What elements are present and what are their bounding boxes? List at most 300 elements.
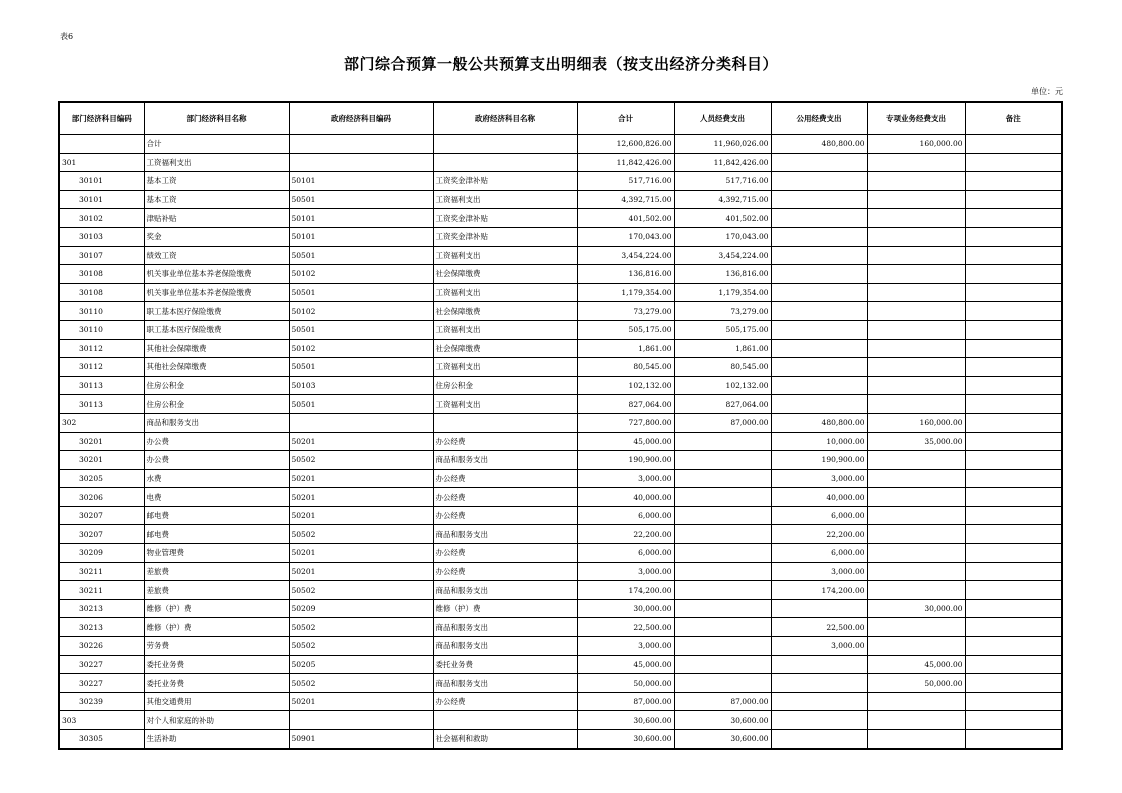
page-title: 部门综合预算一般公共预算支出明细表（按支出经济分类科目）	[343, 55, 778, 73]
cell-special	[867, 581, 965, 600]
cell-gov-code: 50101	[289, 209, 433, 228]
cell-personnel: 87,000.00	[674, 413, 771, 432]
cell-gov-name: 办公经费	[433, 506, 577, 525]
cell-dept-code: 30226	[59, 637, 144, 656]
cell-gov-code: 50502	[289, 637, 433, 656]
cell-gov-name: 商品和服务支出	[433, 451, 577, 470]
cell-note	[965, 413, 1062, 432]
cell-public	[771, 227, 867, 246]
cell-personnel: 11,960,026.00	[674, 135, 771, 154]
cell-personnel	[674, 655, 771, 674]
cell-special: 45,000.00	[867, 655, 965, 674]
cell-public	[771, 711, 867, 730]
cell-gov-name: 社会保障缴费	[433, 265, 577, 284]
header-special: 专项业务经费支出	[867, 102, 965, 135]
cell-public	[771, 376, 867, 395]
cell-special	[867, 358, 965, 377]
cell-dept-code: 30239	[59, 692, 144, 711]
cell-dept-name: 办公费	[144, 432, 289, 451]
cell-personnel: 827,064.00	[674, 395, 771, 414]
cell-gov-name	[433, 135, 577, 154]
cell-gov-name: 商品和服务支出	[433, 637, 577, 656]
cell-dept-code: 30108	[59, 283, 144, 302]
cell-special: 35,000.00	[867, 432, 965, 451]
cell-public: 10,000.00	[771, 432, 867, 451]
cell-personnel	[674, 525, 771, 544]
cell-personnel	[674, 544, 771, 563]
cell-gov-name: 商品和服务支出	[433, 674, 577, 693]
cell-special: 160,000.00	[867, 413, 965, 432]
cell-note	[965, 246, 1062, 265]
cell-gov-name: 商品和服务支出	[433, 618, 577, 637]
cell-personnel	[674, 562, 771, 581]
cell-dept-code: 30207	[59, 525, 144, 544]
cell-dept-name: 电费	[144, 488, 289, 507]
table-row	[59, 692, 1062, 711]
cell-dept-name: 办公费	[144, 451, 289, 470]
cell-public	[771, 395, 867, 414]
cell-total: 505,175.00	[577, 320, 674, 339]
cell-public	[771, 358, 867, 377]
table-row	[59, 358, 1062, 377]
cell-public	[771, 320, 867, 339]
header-public: 公用经费支出	[771, 102, 867, 135]
cell-total: 45,000.00	[577, 655, 674, 674]
cell-dept-code: 30112	[59, 358, 144, 377]
cell-total: 827,064.00	[577, 395, 674, 414]
cell-total: 1,179,354.00	[577, 283, 674, 302]
cell-gov-name: 办公经费	[433, 469, 577, 488]
cell-note	[965, 637, 1062, 656]
cell-personnel: 80,545.00	[674, 358, 771, 377]
cell-total: 30,600.00	[577, 730, 674, 749]
cell-total: 102,132.00	[577, 376, 674, 395]
cell-public	[771, 172, 867, 191]
cell-special	[867, 730, 965, 749]
cell-total: 170,043.00	[577, 227, 674, 246]
cell-total: 3,000.00	[577, 562, 674, 581]
cell-dept-name: 合计	[144, 135, 289, 154]
cell-special	[867, 395, 965, 414]
cell-total: 4,392,715.00	[577, 190, 674, 209]
cell-gov-name: 委托业务费	[433, 655, 577, 674]
cell-gov-code: 50209	[289, 599, 433, 618]
cell-dept-code: 301	[59, 153, 144, 172]
cell-dept-name: 其他社会保障缴费	[144, 358, 289, 377]
cell-note	[965, 711, 1062, 730]
cell-gov-name: 住房公积金	[433, 376, 577, 395]
cell-public: 6,000.00	[771, 544, 867, 563]
cell-gov-name: 工资奖金津补贴	[433, 227, 577, 246]
cell-public: 3,000.00	[771, 637, 867, 656]
cell-public: 3,000.00	[771, 562, 867, 581]
cell-public	[771, 265, 867, 284]
cell-public: 40,000.00	[771, 488, 867, 507]
table-row	[59, 432, 1062, 451]
cell-dept-name: 住房公积金	[144, 395, 289, 414]
table-row	[59, 488, 1062, 507]
cell-gov-name: 工资福利支出	[433, 320, 577, 339]
table-row	[59, 637, 1062, 656]
cell-public	[771, 599, 867, 618]
cell-public	[771, 655, 867, 674]
cell-note	[965, 488, 1062, 507]
cell-public	[771, 190, 867, 209]
cell-dept-name: 对个人和家庭的补助	[144, 711, 289, 730]
cell-dept-name: 基本工资	[144, 172, 289, 191]
cell-gov-code: 50502	[289, 451, 433, 470]
cell-dept-code: 30227	[59, 674, 144, 693]
table-row	[59, 265, 1062, 284]
cell-personnel: 73,279.00	[674, 302, 771, 321]
cell-public: 480,800.00	[771, 413, 867, 432]
cell-total: 6,000.00	[577, 506, 674, 525]
cell-gov-code: 50502	[289, 618, 433, 637]
cell-dept-name: 物业管理费	[144, 544, 289, 563]
cell-dept-code: 302	[59, 413, 144, 432]
cell-note	[965, 395, 1062, 414]
cell-special	[867, 711, 965, 730]
cell-note	[965, 339, 1062, 358]
cell-dept-name: 维修（护）费	[144, 599, 289, 618]
cell-total: 136,816.00	[577, 265, 674, 284]
cell-dept-name: 水费	[144, 469, 289, 488]
cell-personnel	[674, 432, 771, 451]
cell-note	[965, 432, 1062, 451]
cell-personnel	[674, 488, 771, 507]
cell-note	[965, 302, 1062, 321]
cell-dept-name: 机关事业单位基本养老保险缴费	[144, 283, 289, 302]
cell-personnel: 3,454,224.00	[674, 246, 771, 265]
cell-public	[771, 730, 867, 749]
cell-gov-name: 办公经费	[433, 488, 577, 507]
cell-note	[965, 544, 1062, 563]
cell-gov-code: 50501	[289, 358, 433, 377]
header-total: 合计	[577, 102, 674, 135]
cell-gov-code	[289, 413, 433, 432]
cell-personnel: 136,816.00	[674, 265, 771, 284]
cell-dept-name: 基本工资	[144, 190, 289, 209]
cell-gov-name: 办公经费	[433, 562, 577, 581]
cell-gov-code: 50101	[289, 172, 433, 191]
cell-gov-name	[433, 711, 577, 730]
cell-dept-code: 30103	[59, 227, 144, 246]
cell-dept-code: 30107	[59, 246, 144, 265]
table-row	[59, 544, 1062, 563]
header-row	[59, 102, 1062, 135]
cell-personnel: 1,861.00	[674, 339, 771, 358]
cell-note	[965, 265, 1062, 284]
table-body	[59, 135, 1062, 749]
cell-personnel: 87,000.00	[674, 692, 771, 711]
table-row	[59, 711, 1062, 730]
cell-note	[965, 581, 1062, 600]
table-row	[59, 562, 1062, 581]
cell-special	[867, 376, 965, 395]
table-row	[59, 395, 1062, 414]
cell-public: 3,000.00	[771, 469, 867, 488]
cell-dept-name: 住房公积金	[144, 376, 289, 395]
cell-gov-code: 50502	[289, 674, 433, 693]
cell-special	[867, 190, 965, 209]
cell-public	[771, 246, 867, 265]
cell-note	[965, 599, 1062, 618]
cell-dept-code: 30201	[59, 451, 144, 470]
cell-total: 30,600.00	[577, 711, 674, 730]
cell-gov-name: 办公经费	[433, 544, 577, 563]
table-row	[59, 227, 1062, 246]
cell-gov-code: 50102	[289, 265, 433, 284]
cell-gov-code: 50201	[289, 692, 433, 711]
cell-dept-name: 奖金	[144, 227, 289, 246]
cell-total: 22,200.00	[577, 525, 674, 544]
cell-gov-code: 50201	[289, 432, 433, 451]
table-row	[59, 451, 1062, 470]
table-row	[59, 599, 1062, 618]
cell-personnel: 170,043.00	[674, 227, 771, 246]
header-note: 备注	[965, 102, 1062, 135]
cell-special	[867, 637, 965, 656]
cell-personnel	[674, 581, 771, 600]
cell-personnel: 517,716.00	[674, 172, 771, 191]
cell-gov-code	[289, 711, 433, 730]
table-row	[59, 246, 1062, 265]
cell-gov-name: 维修（护）费	[433, 599, 577, 618]
cell-dept-name: 邮电费	[144, 525, 289, 544]
cell-gov-code: 50103	[289, 376, 433, 395]
table-number: 表6	[60, 32, 74, 41]
cell-special	[867, 320, 965, 339]
cell-gov-code: 50901	[289, 730, 433, 749]
cell-note	[965, 209, 1062, 228]
cell-note	[965, 190, 1062, 209]
cell-public: 190,900.00	[771, 451, 867, 470]
header-dept-name: 部门经济科目名称	[144, 102, 289, 135]
cell-dept-name: 委托业务费	[144, 655, 289, 674]
cell-total: 401,502.00	[577, 209, 674, 228]
cell-dept-name: 其他社会保障缴费	[144, 339, 289, 358]
cell-note	[965, 730, 1062, 749]
cell-gov-name: 工资福利支出	[433, 395, 577, 414]
cell-note	[965, 358, 1062, 377]
cell-personnel: 401,502.00	[674, 209, 771, 228]
cell-special	[867, 469, 965, 488]
cell-note	[965, 562, 1062, 581]
cell-gov-name: 工资奖金津补贴	[433, 209, 577, 228]
cell-gov-code: 50201	[289, 562, 433, 581]
cell-personnel	[674, 637, 771, 656]
cell-dept-name: 绩效工资	[144, 246, 289, 265]
cell-note	[965, 655, 1062, 674]
cell-gov-name: 工资福利支出	[433, 190, 577, 209]
cell-dept-name: 商品和服务支出	[144, 413, 289, 432]
cell-special	[867, 618, 965, 637]
cell-gov-name: 办公经费	[433, 692, 577, 711]
expenditure-detail-table	[58, 101, 1063, 750]
table-row	[59, 320, 1062, 339]
header-gov-code: 政府经济科目编码	[289, 102, 433, 135]
header-gov-name: 政府经济科目名称	[433, 102, 577, 135]
cell-gov-code: 50101	[289, 227, 433, 246]
cell-public: 22,200.00	[771, 525, 867, 544]
cell-personnel	[674, 469, 771, 488]
cell-personnel	[674, 599, 771, 618]
cell-dept-name: 邮电费	[144, 506, 289, 525]
cell-gov-code: 50205	[289, 655, 433, 674]
table-row	[59, 506, 1062, 525]
cell-special	[867, 209, 965, 228]
cell-dept-code: 30305	[59, 730, 144, 749]
cell-dept-code: 30201	[59, 432, 144, 451]
cell-personnel: 102,132.00	[674, 376, 771, 395]
cell-special	[867, 172, 965, 191]
cell-total: 45,000.00	[577, 432, 674, 451]
cell-special: 160,000.00	[867, 135, 965, 154]
cell-dept-code: 30205	[59, 469, 144, 488]
cell-dept-name: 差旅费	[144, 581, 289, 600]
cell-special: 30,000.00	[867, 599, 965, 618]
cell-total: 517,716.00	[577, 172, 674, 191]
table-row	[59, 655, 1062, 674]
cell-total: 30,000.00	[577, 599, 674, 618]
table-row	[59, 469, 1062, 488]
cell-dept-name: 职工基本医疗保险缴费	[144, 320, 289, 339]
cell-dept-code	[59, 135, 144, 154]
cell-dept-code: 303	[59, 711, 144, 730]
cell-gov-code: 50502	[289, 525, 433, 544]
cell-gov-code: 50501	[289, 283, 433, 302]
cell-note	[965, 320, 1062, 339]
table-row	[59, 730, 1062, 749]
cell-note	[965, 525, 1062, 544]
header-personnel: 人员经费支出	[674, 102, 771, 135]
table-row	[59, 339, 1062, 358]
cell-dept-code: 30113	[59, 376, 144, 395]
cell-gov-name: 社会保障缴费	[433, 302, 577, 321]
cell-gov-name: 工资福利支出	[433, 358, 577, 377]
cell-special	[867, 692, 965, 711]
cell-gov-code	[289, 135, 433, 154]
cell-public: 22,500.00	[771, 618, 867, 637]
cell-total: 3,454,224.00	[577, 246, 674, 265]
cell-dept-code: 30102	[59, 209, 144, 228]
cell-note	[965, 451, 1062, 470]
cell-gov-name: 工资奖金津补贴	[433, 172, 577, 191]
unit-label: 单位：元	[1031, 87, 1063, 96]
table-row	[59, 618, 1062, 637]
table-row	[59, 302, 1062, 321]
cell-dept-code: 30110	[59, 320, 144, 339]
cell-dept-name: 其他交通费用	[144, 692, 289, 711]
cell-total: 1,861.00	[577, 339, 674, 358]
cell-dept-name: 维修（护）费	[144, 618, 289, 637]
cell-dept-code: 30110	[59, 302, 144, 321]
cell-note	[965, 283, 1062, 302]
cell-special	[867, 488, 965, 507]
cell-gov-code: 50501	[289, 190, 433, 209]
table-row	[59, 413, 1062, 432]
cell-dept-name: 职工基本医疗保险缴费	[144, 302, 289, 321]
cell-special: 50,000.00	[867, 674, 965, 693]
cell-dept-code: 30213	[59, 618, 144, 637]
cell-gov-name: 社会福利和救助	[433, 730, 577, 749]
table-row	[59, 172, 1062, 191]
cell-dept-code: 30211	[59, 581, 144, 600]
cell-total: 22,500.00	[577, 618, 674, 637]
cell-dept-code: 30108	[59, 265, 144, 284]
cell-special	[867, 506, 965, 525]
cell-note	[965, 172, 1062, 191]
cell-note	[965, 135, 1062, 154]
cell-gov-name: 工资福利支出	[433, 283, 577, 302]
cell-dept-code: 30207	[59, 506, 144, 525]
cell-total: 727,800.00	[577, 413, 674, 432]
table-row	[59, 209, 1062, 228]
cell-gov-name: 商品和服务支出	[433, 525, 577, 544]
cell-special	[867, 562, 965, 581]
cell-special	[867, 544, 965, 563]
cell-dept-code: 30101	[59, 172, 144, 191]
cell-dept-code: 30101	[59, 190, 144, 209]
cell-public: 6,000.00	[771, 506, 867, 525]
cell-gov-code: 50201	[289, 506, 433, 525]
cell-gov-name: 工资福利支出	[433, 246, 577, 265]
table-row	[59, 190, 1062, 209]
cell-dept-name: 委托业务费	[144, 674, 289, 693]
cell-personnel	[674, 506, 771, 525]
cell-special	[867, 451, 965, 470]
cell-personnel	[674, 451, 771, 470]
cell-personnel	[674, 674, 771, 693]
cell-note	[965, 469, 1062, 488]
cell-public	[771, 153, 867, 172]
cell-dept-code: 30227	[59, 655, 144, 674]
cell-total: 40,000.00	[577, 488, 674, 507]
cell-gov-name: 社会保障缴费	[433, 339, 577, 358]
cell-special	[867, 302, 965, 321]
cell-dept-code: 30113	[59, 395, 144, 414]
cell-personnel	[674, 618, 771, 637]
cell-gov-name	[433, 413, 577, 432]
cell-total: 12,600,826.00	[577, 135, 674, 154]
cell-dept-code: 30206	[59, 488, 144, 507]
cell-personnel: 1,179,354.00	[674, 283, 771, 302]
cell-gov-code: 50201	[289, 544, 433, 563]
table-row	[59, 376, 1062, 395]
cell-public	[771, 209, 867, 228]
cell-special	[867, 283, 965, 302]
cell-total: 80,545.00	[577, 358, 674, 377]
cell-public	[771, 692, 867, 711]
cell-personnel: 11,842,426.00	[674, 153, 771, 172]
cell-note	[965, 227, 1062, 246]
cell-gov-name	[433, 153, 577, 172]
cell-public	[771, 302, 867, 321]
cell-gov-code	[289, 153, 433, 172]
cell-gov-code: 50102	[289, 339, 433, 358]
cell-special	[867, 246, 965, 265]
cell-personnel: 4,392,715.00	[674, 190, 771, 209]
cell-special	[867, 339, 965, 358]
cell-personnel: 30,600.00	[674, 730, 771, 749]
table-row	[59, 135, 1062, 154]
cell-special	[867, 153, 965, 172]
cell-dept-name: 差旅费	[144, 562, 289, 581]
cell-public: 480,800.00	[771, 135, 867, 154]
cell-note	[965, 376, 1062, 395]
cell-gov-name: 办公经费	[433, 432, 577, 451]
cell-gov-code: 50201	[289, 488, 433, 507]
